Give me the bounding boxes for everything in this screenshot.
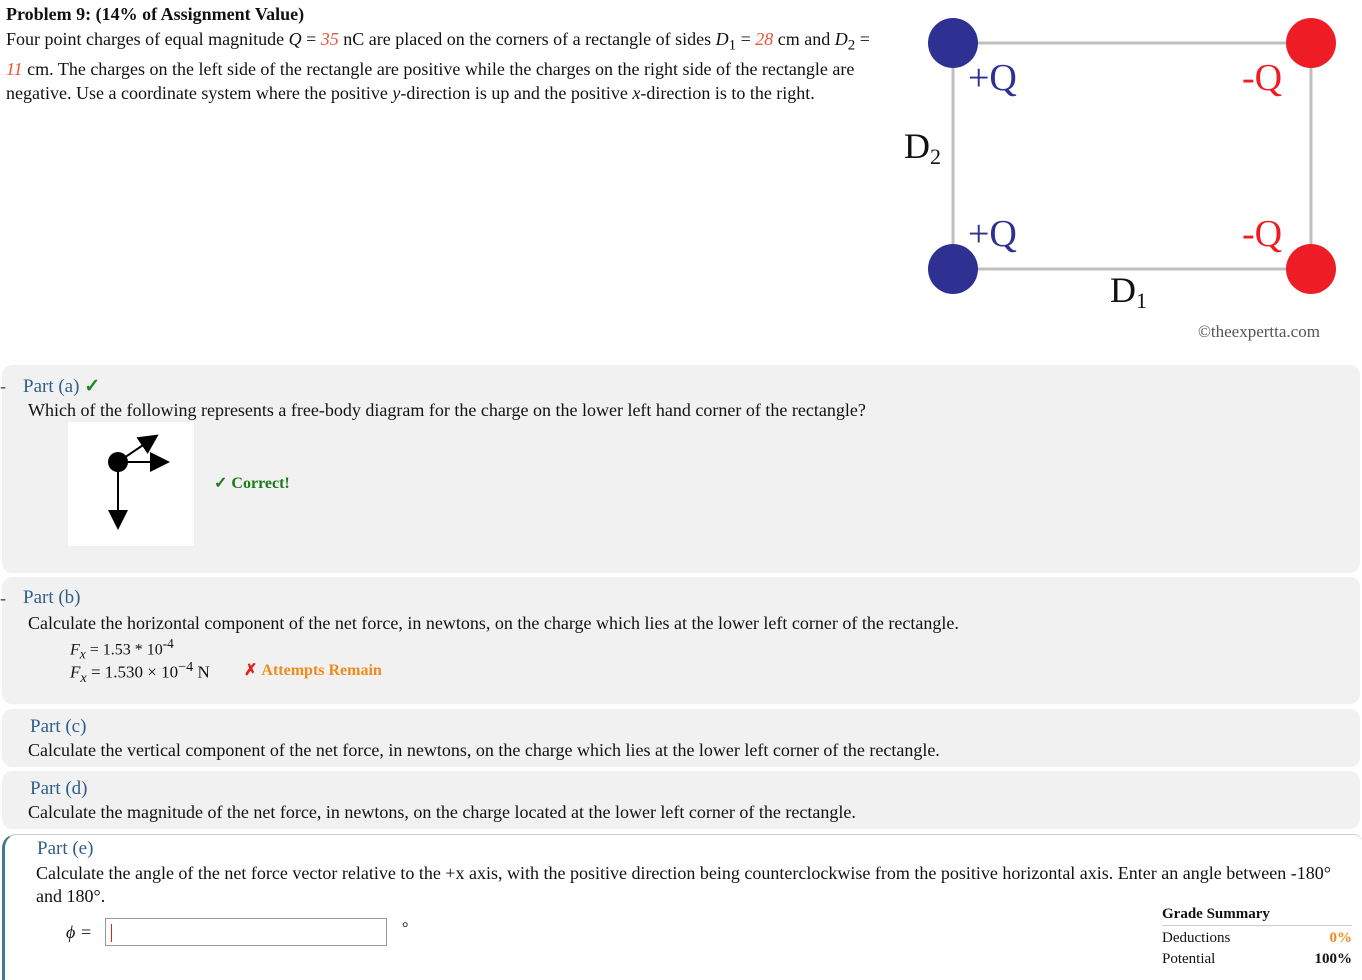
- entered-answer: $F_x = 1.53 * 10^{-4}$: [70, 636, 174, 662]
- problem-statement: Four point charges of equal magnitude Q = 35 nC are placed on the corners of a rectangle of sides $D_1 = 28$ cm and $D_2 = 11$ cm. The charges on the left side of the rectangle are positive while the charges on the right side of the rectangle are negative. Use a coordinate system where the positive y-direction is up and the positive x-direction is to the right.: [6, 29, 870, 103]
- part-a-panel: [2, 365, 1360, 573]
- part-b-label[interactable]: Part (b): [23, 587, 81, 608]
- point-charge-dot: [108, 452, 128, 472]
- x-mark-icon: ✗: [244, 662, 258, 679]
- part-e-label[interactable]: Part (e): [37, 838, 94, 859]
- part-c-label[interactable]: Part (c): [30, 716, 87, 737]
- potential-value: 100%: [1314, 951, 1352, 967]
- degree-symbol: °: [402, 920, 409, 937]
- charge-value: 35: [320, 29, 339, 49]
- parsed-answer: $F_x = 1.530 \times 10^{-4}$ N: [70, 659, 210, 687]
- d1-value: 28: [755, 29, 774, 49]
- label-bottom-left: +Q: [968, 213, 1017, 255]
- part-e-question: Calculate the angle of the net force vector relative to the +x axis, with the positive direction being counterclockwise from the positive horizontal axis. Enter an angle between -180° and 180°.: [36, 863, 1331, 906]
- deductions-label: Deductions: [1162, 930, 1231, 946]
- charge-bottom-right: [1286, 244, 1336, 294]
- angle-answer-input[interactable]: [105, 918, 387, 946]
- potential-label: Potential: [1162, 951, 1216, 967]
- charge-rectangle-diagram: [890, 10, 1360, 350]
- grade-summary-title: Grade Summary: [1162, 906, 1352, 926]
- label-top-right: -Q: [1242, 57, 1283, 99]
- part-a-label[interactable]: Part (a) ✓: [23, 376, 101, 397]
- deductions-value: 0%: [1329, 930, 1352, 946]
- phi-label: ϕ =: [66, 922, 92, 942]
- part-b-question: Calculate the horizontal component of the net force, in newtons, on the charge which lies at the lower left corner of the rectangle.: [28, 613, 959, 633]
- d1-label: D1: [1110, 270, 1147, 313]
- check-icon: ✓: [84, 376, 101, 397]
- part-a-collapse-toggle[interactable]: -: [0, 376, 6, 396]
- copyright-credit: ©theexpertta.com: [1198, 322, 1320, 341]
- d2-label: D2: [904, 126, 941, 169]
- part-b-collapse-toggle[interactable]: -: [0, 588, 6, 608]
- part-a-question: Which of the following represents a free-body diagram for the charge on the lower left hand corner of the rectangle?: [28, 400, 866, 420]
- part-c-question: Calculate the vertical component of the net force, in newtons, on the charge which lies at the lower left corner of the rectangle.: [28, 740, 940, 760]
- problem-title: Problem 9: (14% of Assignment Value): [6, 4, 305, 24]
- label-bottom-right: -Q: [1242, 213, 1283, 255]
- d2-value: 11: [6, 59, 23, 80]
- free-body-diagram-choice[interactable]: [68, 422, 194, 546]
- grade-summary: [1162, 906, 1352, 968]
- correct-feedback: ✓ Correct!: [214, 475, 290, 492]
- attempts-status: ✗ Attempts Remain: [244, 662, 382, 679]
- part-d-label[interactable]: Part (d): [30, 778, 88, 799]
- charge-top-right: [1286, 18, 1336, 68]
- label-top-left: +Q: [968, 57, 1017, 99]
- part-d-question: Calculate the magnitude of the net force, in newtons, on the charge located at the lower left corner of the rectangle.: [28, 802, 856, 822]
